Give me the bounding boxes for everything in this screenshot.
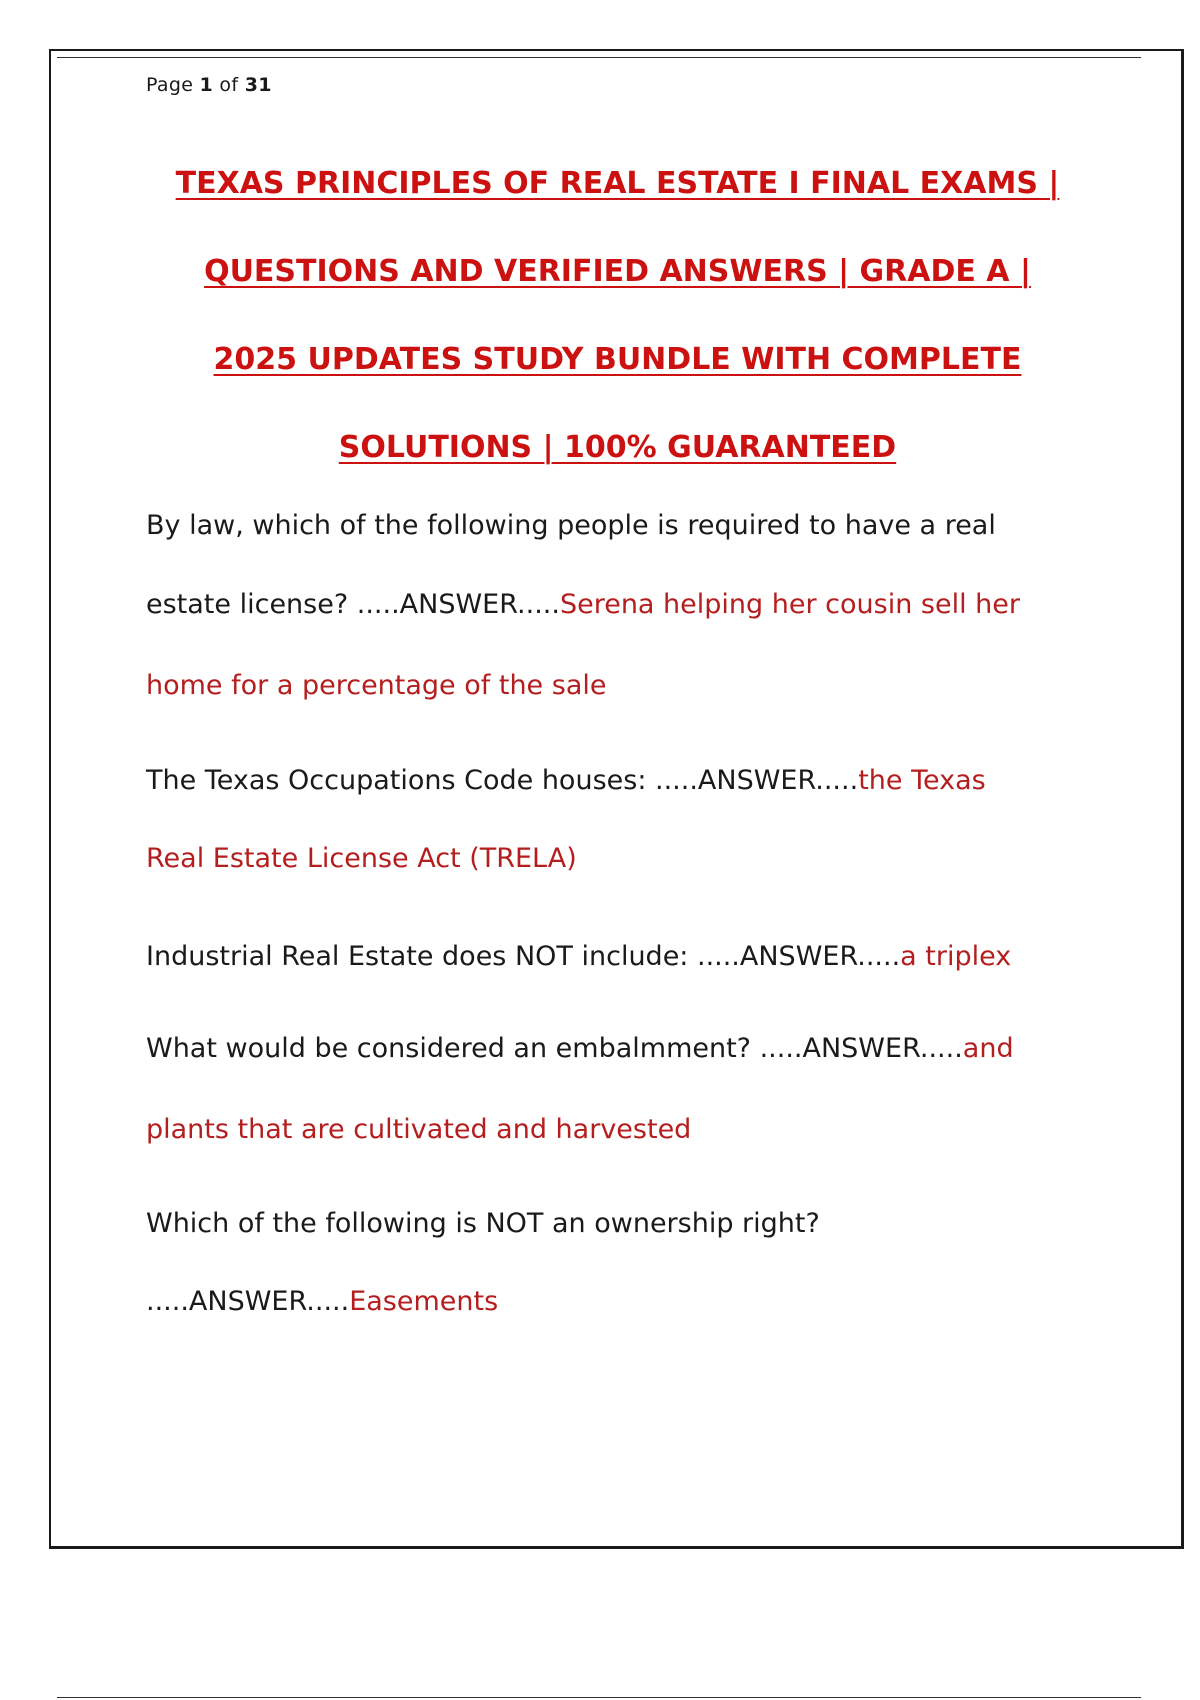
page-number xyxy=(146,74,272,96)
qa-1-line-1 xyxy=(146,510,996,541)
qa-4-line-2 xyxy=(146,1114,691,1145)
qa-2-question: The Texas Occupations Code houses: .....ANSWER..... xyxy=(146,765,859,796)
document-title xyxy=(120,140,1115,492)
qa-4-answer-part-2: plants that are cultivated and harvested xyxy=(146,1114,692,1145)
title-line-1-text: TEXAS PRINCIPLES OF REAL ESTATE I FINAL EXAMS | xyxy=(175,166,1060,201)
page-number-total: 31 xyxy=(244,74,272,96)
qa-2-line-1 xyxy=(146,765,986,796)
qa-5-question-part-1: Which of the following is NOT an ownership right? xyxy=(146,1208,820,1239)
qa-2-answer-part-2: Real Estate License Act (TRELA) xyxy=(146,843,577,874)
title-line-3-text: 2025 UPDATES STUDY BUNDLE WITH COMPLETE xyxy=(213,342,1022,377)
title-line-4-text: SOLUTIONS | 100% GUARANTEED xyxy=(338,430,897,465)
qa-1-answer-part-2: home for a percentage of the sale xyxy=(146,670,607,701)
qa-4-answer-part-1: and xyxy=(962,1033,1014,1064)
title-line-2-text: QUESTIONS AND VERIFIED ANSWERS | GRADE A | xyxy=(204,254,1031,289)
qa-3-answer: a triplex xyxy=(900,941,1012,972)
top-rule xyxy=(57,57,1141,58)
qa-1-question-part-2: estate license? .....ANSWER..... xyxy=(146,589,560,620)
qa-4-question: What would be considered an embalmment? .....ANSWER..... xyxy=(146,1033,963,1064)
qa-3-line-1 xyxy=(146,941,1011,972)
qa-4-line-1 xyxy=(146,1033,1014,1064)
qa-1-line-2 xyxy=(146,589,1020,620)
page-number-separator: of xyxy=(219,74,239,96)
qa-5-line-2 xyxy=(146,1286,498,1317)
qa-1-question-part-1: By law, which of the following people is required to have a real xyxy=(146,510,996,541)
qa-3-question: Industrial Real Estate does NOT include: .....ANSWER..... xyxy=(146,941,901,972)
qa-5-answer: Easements xyxy=(349,1286,499,1317)
title-line-3 xyxy=(120,316,1115,404)
qa-2-answer-part-1: the Texas xyxy=(858,765,986,796)
title-line-2 xyxy=(120,228,1115,316)
qa-5-line-1 xyxy=(146,1208,820,1239)
qa-2-line-2 xyxy=(146,843,577,874)
qa-1-line-3 xyxy=(146,670,606,701)
qa-5-question-part-2: .....ANSWER..... xyxy=(146,1286,350,1317)
page-number-prefix: Page xyxy=(146,74,194,96)
bottom-rule xyxy=(57,1697,1141,1698)
title-line-1 xyxy=(120,140,1115,228)
qa-1-answer-part-1: Serena helping her cousin sell her xyxy=(559,589,1020,620)
title-line-4 xyxy=(120,404,1115,492)
page-number-current: 1 xyxy=(199,74,214,96)
